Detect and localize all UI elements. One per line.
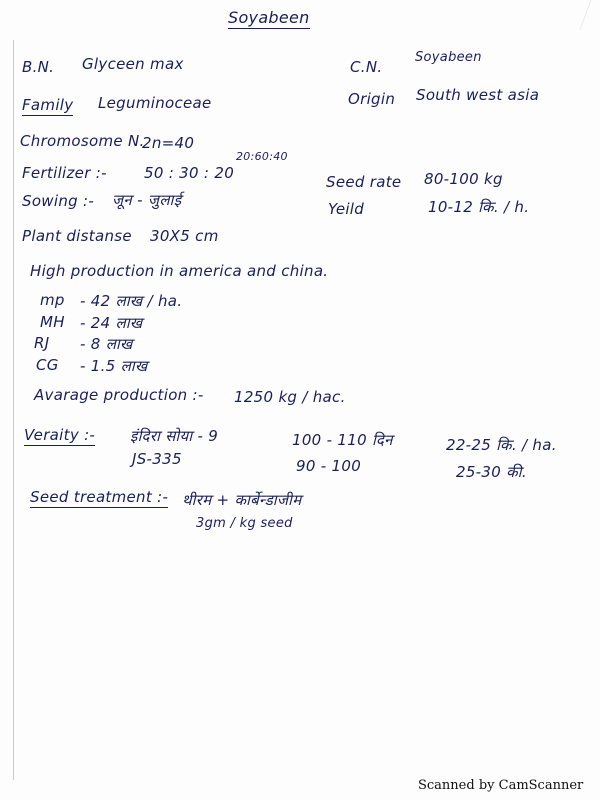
- state-mp: mp: [40, 291, 65, 309]
- high-production-heading: High production in america and china.: [30, 262, 329, 280]
- seed-treatment-label: Seed treatment :-: [30, 488, 169, 506]
- cn-value: Soyabeen: [415, 50, 482, 65]
- fertilizer-label: Fertilizer :-: [22, 164, 107, 182]
- variety-label: Veraity :-: [24, 426, 96, 444]
- margin-line: [13, 40, 14, 780]
- yield-label: Yeild: [328, 200, 365, 218]
- family-label: Family: [22, 96, 74, 114]
- bn-value: Glyceen max: [82, 55, 184, 73]
- plant-distance-label: Plant distanse: [22, 227, 132, 245]
- state-mp-value: - 42 लाख / ha.: [80, 292, 183, 310]
- fertilizer-value: 50 : 30 : 20: [144, 164, 235, 182]
- state-cg-value: - 1.5 लाख: [80, 357, 148, 375]
- family-value: Leguminoceae: [98, 94, 212, 112]
- origin-label: Origin: [348, 90, 396, 108]
- state-rj: RJ: [34, 334, 50, 352]
- sowing-value: जून - जुलाई: [112, 191, 182, 209]
- cn-label: C.N.: [350, 58, 383, 76]
- average-production-value: 1250 kg / hac.: [234, 388, 346, 406]
- scanner-watermark: Scanned by CamScanner: [418, 778, 584, 793]
- state-cg: CG: [36, 356, 59, 374]
- variety-1-name: इंदिरा सोया - 9: [130, 427, 219, 445]
- seed-rate-value: 80-100 kg: [424, 170, 503, 188]
- state-mh-value: - 24 लाख: [80, 314, 143, 332]
- variety-2-name: JS-335: [132, 450, 182, 468]
- average-production-label: Avarage production :-: [34, 386, 204, 404]
- sowing-label: Sowing :-: [22, 192, 95, 210]
- page-corner-fold: [580, 0, 600, 30]
- plant-distance-value: 30X5 cm: [150, 227, 219, 245]
- seed-rate-label: Seed rate: [326, 173, 402, 191]
- page-title: Soyabeen: [228, 8, 310, 27]
- state-rj-value: - 8 लाख: [80, 335, 133, 353]
- bn-label: B.N.: [22, 58, 55, 76]
- fertilizer-alt: 20:60:40: [236, 150, 288, 163]
- variety-2-duration: 90 - 100: [296, 457, 362, 475]
- yield-value: 10-12 कि. / h.: [428, 198, 530, 216]
- chromosome-label: Chromosome N.: [20, 132, 145, 150]
- variety-2-yield: 25-30 की.: [456, 463, 527, 481]
- origin-value: South west asia: [416, 86, 540, 104]
- seed-treatment-dose: 3gm / kg seed: [196, 516, 293, 531]
- state-mh: MH: [40, 313, 65, 331]
- chromosome-value: 2n=40: [142, 134, 195, 152]
- seed-treatment-value: थीरम + कार्बेन्डाजीम: [182, 491, 302, 509]
- variety-1-duration: 100 - 110 दिन: [292, 431, 393, 449]
- variety-1-yield: 22-25 कि. / ha.: [446, 436, 557, 454]
